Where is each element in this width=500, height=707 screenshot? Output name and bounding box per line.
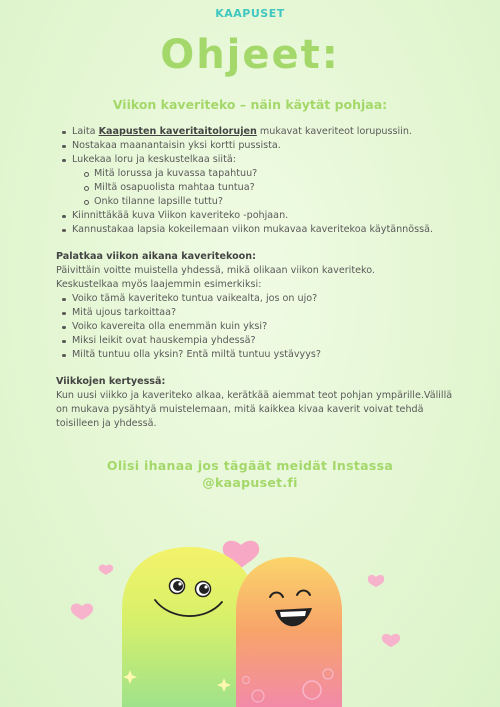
list-item: Miksi leikit ovat hauskempia yhdessä?: [56, 334, 456, 348]
list-item: Voiko tämä kaveriteko tuntua vaikealta, jos on ujo?: [56, 292, 456, 306]
list-item: [56, 153, 456, 209]
kaapuset-characters-illustration: [0, 500, 500, 707]
instagram-callout: [0, 457, 500, 491]
list-item: Mitä ujous tarkoittaa?: [56, 306, 456, 320]
discussion-sublist: [78, 167, 456, 209]
intro-list: [56, 125, 456, 237]
section-text: Kun uusi viikko ja kaveriteko alkaa, kerätkää aiemmat teot pohjan ympärille.Välillä on mukava pysähtyä muistelemaan, mitä kaikkea kivaa kaverit voivat tehdä toisilleen ja yhdessä.: [56, 390, 453, 429]
heart-icon: [382, 634, 400, 647]
discussion-list: [56, 292, 456, 362]
sub-list-item: Onko tilanne lapsille tuttu?: [78, 195, 456, 209]
heart-icon: [99, 565, 113, 575]
list-item: Kiinnittäkää kuva Viikon kaveriteko -pohjaan.: [56, 209, 456, 223]
page-title: Ohjeet:: [160, 32, 340, 78]
orange-character: [236, 557, 342, 707]
instagram-handle[interactable]: @kaapuset.fi: [202, 475, 298, 490]
heart-icon: [71, 603, 93, 620]
section-text: Keskustelkaa myös laajemmin esimerkiksi:: [56, 279, 262, 290]
section-heading: Viikkojen kertyessä:: [56, 376, 166, 387]
list-item: Kannustakaa lapsia kokeilemaan viikon mukavaa kaveritekoa käytännössä.: [56, 223, 456, 237]
kaveritaitolorut-link[interactable]: Kaapusten kaveritaitolorujen: [98, 126, 257, 137]
heart-icon: [368, 575, 384, 587]
list-item: Nostakaa maanantaisin yksi kortti pussista.: [56, 139, 456, 153]
brand-logo: KAAPUSET: [215, 7, 285, 20]
list-item: [56, 125, 456, 139]
sub-list-item: Miltä osapuolista mahtaa tuntua?: [78, 181, 456, 195]
sub-list-item: Mitä lorussa ja kuvassa tapahtuu?: [78, 167, 456, 181]
page-subtitle: Viikon kaveriteko – näin käytät pohjaa:: [112, 97, 388, 112]
section-heading: Palatkaa viikon aikana kaveritekoon:: [56, 251, 256, 262]
list-item: Miltä tuntuu olla yksin? Entä miltä tuntuu ystävyys?: [56, 348, 456, 362]
instagram-text: Olisi ihanaa jos tägäät meidät Instassa: [106, 458, 394, 473]
list-item-text: mukavat kaveriteot lorupussiin.: [256, 126, 412, 137]
list-item: Voiko kavereita olla enemmän kuin yksi?: [56, 320, 456, 334]
yellow-character: [122, 547, 256, 707]
section-text: Päivittäin voitte muistella yhdessä, mikä olikaan viikon kaveriteko.: [56, 265, 375, 276]
list-item-text: Lukekaa loru ja keskustelkaa siitä:: [72, 154, 236, 165]
list-item-text: Laita: [72, 126, 99, 137]
instructions-body: [56, 125, 456, 431]
